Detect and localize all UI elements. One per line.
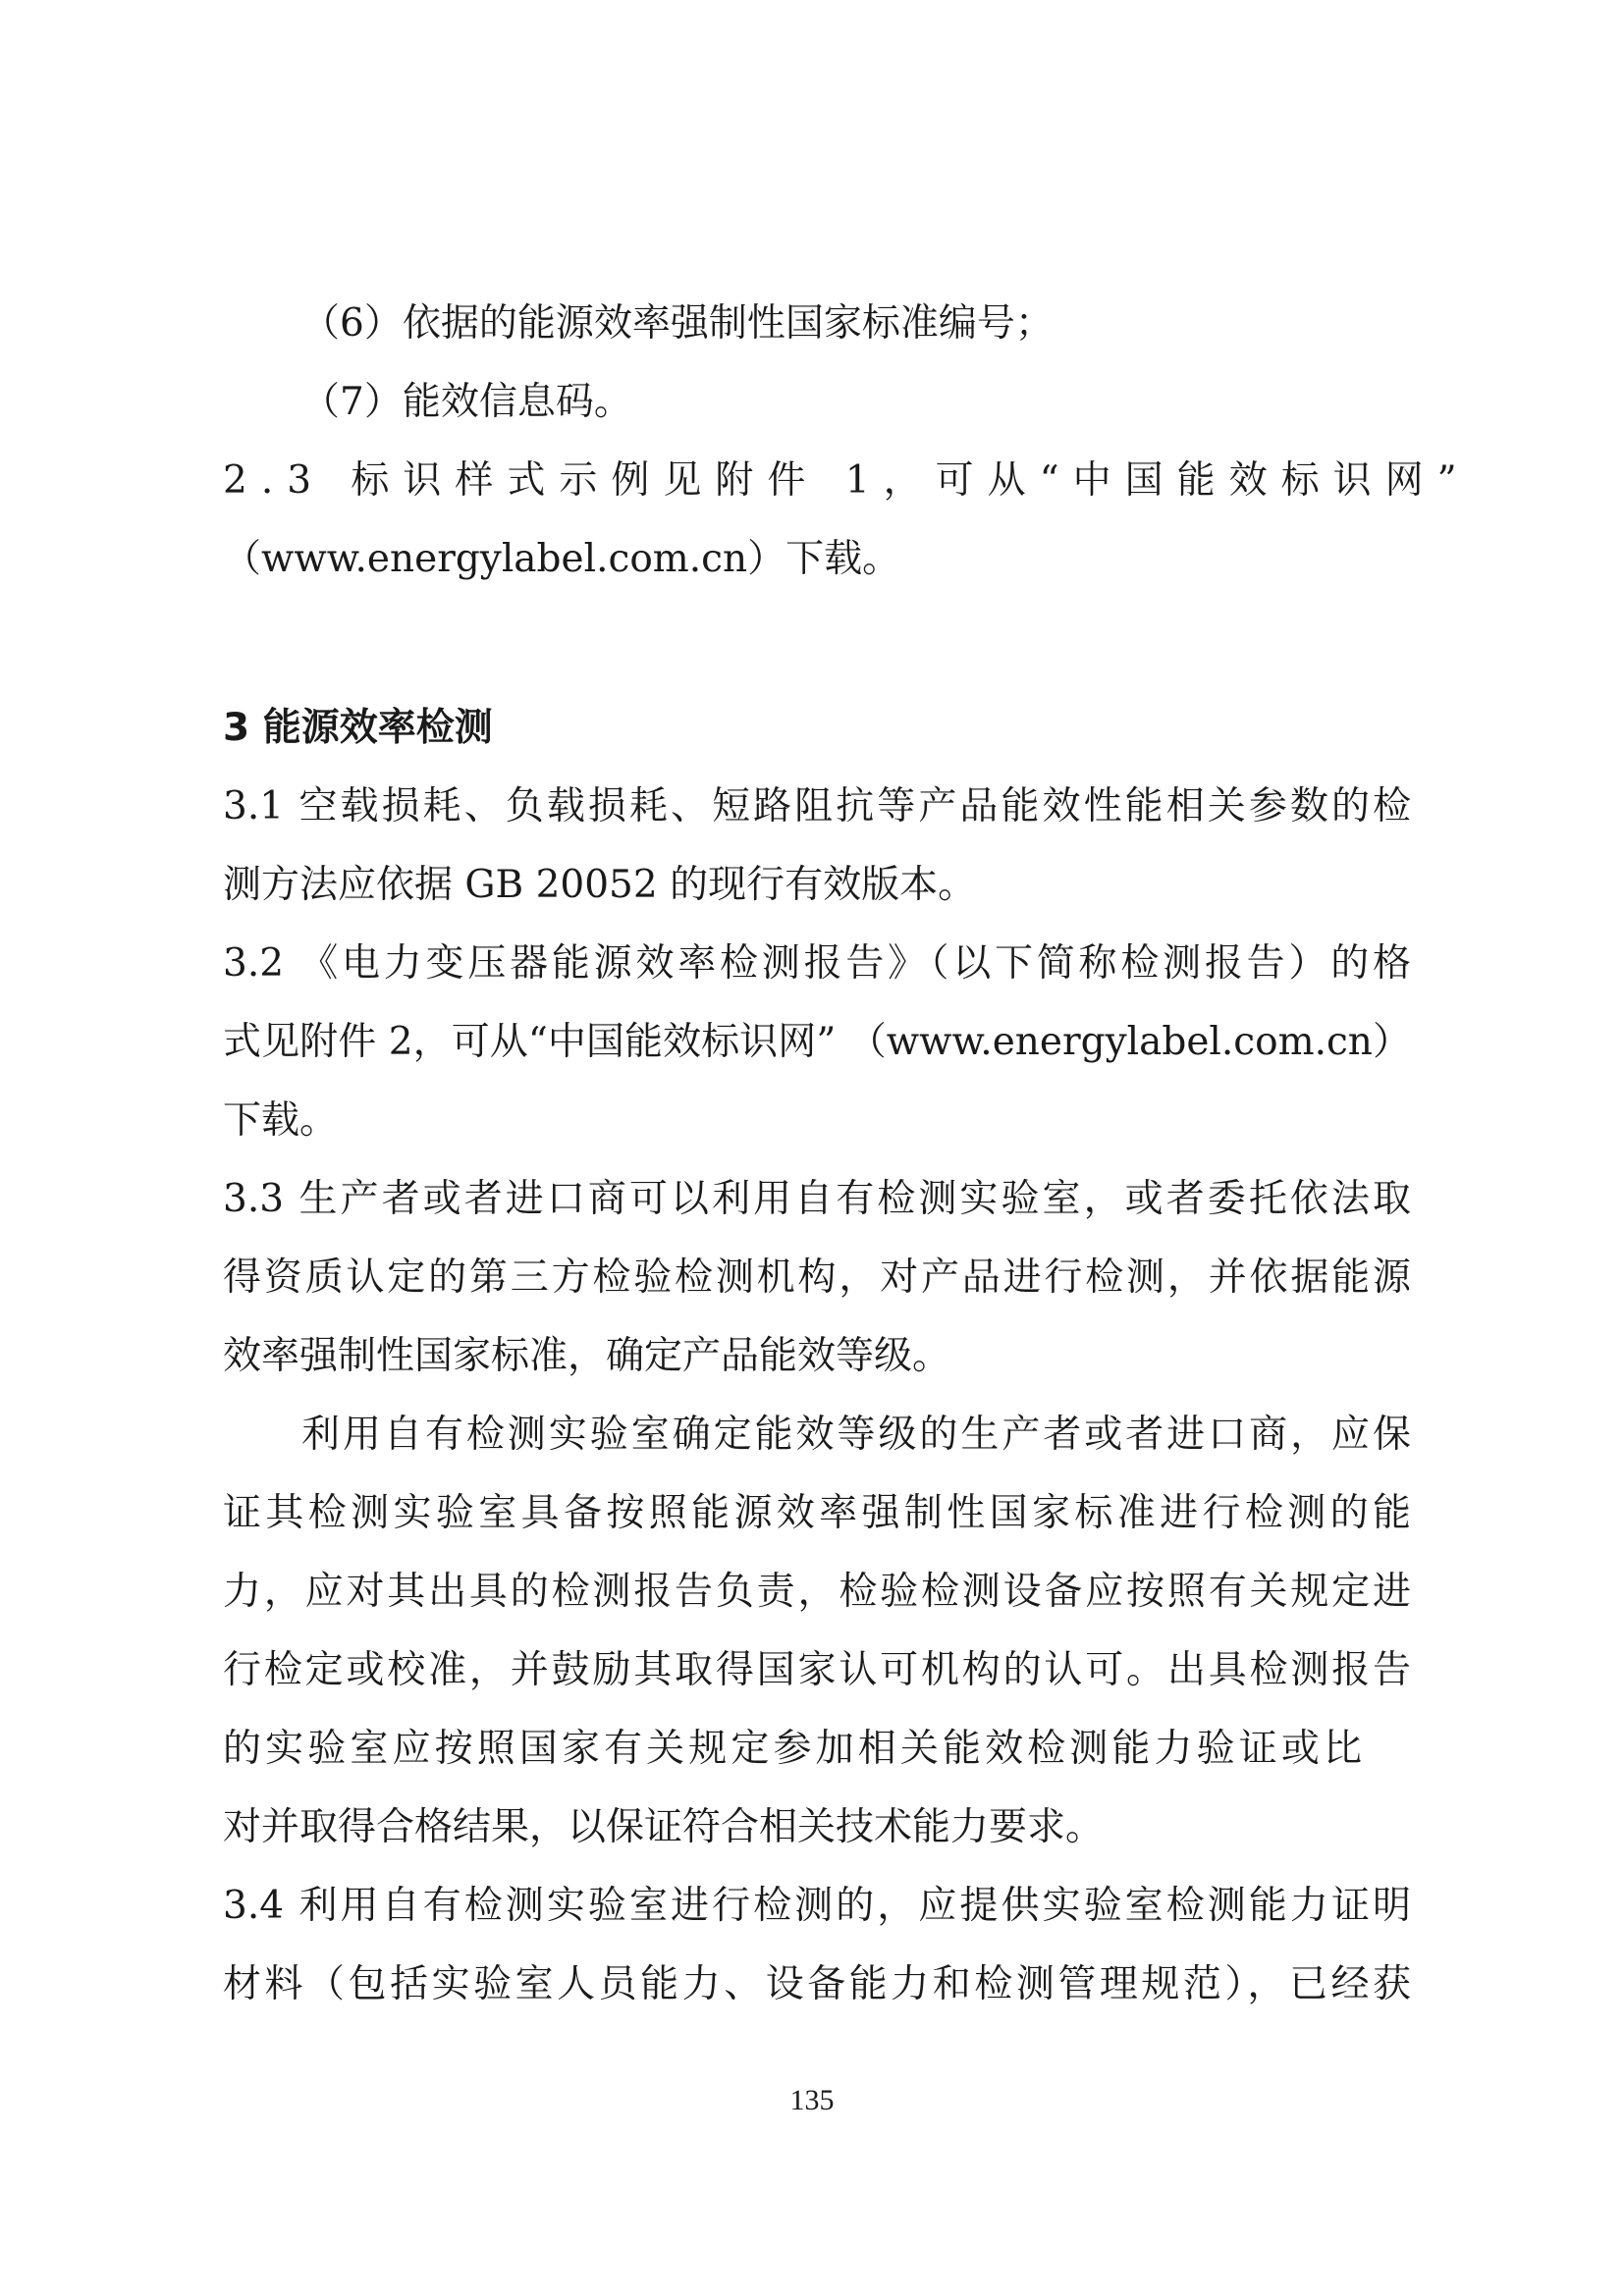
paragraph-line-2: 证其检测实验室具备按照能源效率强制性国家标准进行检测的能: [223, 1491, 1411, 1535]
clause-3-1-line-1: 3.1 空载损耗、负载损耗、短路阻抗等产品能效性能相关参数的检: [223, 784, 1411, 828]
page-number: 135: [789, 2084, 835, 2116]
clause-3-1-line-2: 测方法应依据 GB 20052 的现行有效版本。: [223, 863, 977, 907]
clause-3-3-line-3: 效率强制性国家标准，确定产品能效等级。: [223, 1334, 951, 1378]
paragraph-line-6: 对并取得合格结果，以保证符合相关技术能力要求。: [223, 1805, 1105, 1849]
clause-2-3-line-2: （www.energylabel.com.cn）下载。: [223, 537, 901, 581]
clause-3-3-line-2: 得资质认定的第三方检验检测机构，对产品进行检测，并依据能源: [223, 1255, 1411, 1300]
paragraph-line-5: 的实验室应按照国家有关规定参加相关能效检测能力验证或比: [223, 1727, 1362, 1771]
paragraph-line-3: 力，应对其出具的检测报告负责，检验检测设备应按照有关规定进: [223, 1570, 1411, 1614]
list-item-6: （6）依据的能源效率强制性国家标准编号；: [301, 301, 1054, 346]
clause-3-3-line-1: 3.3 生产者或者进口商可以利用自有检测实验室，或者委托依法取: [223, 1177, 1411, 1221]
clause-3-2-line-2: 式见附件 2，可从“中国能效标识网” （www.energylabel.com.cn）: [223, 1020, 1411, 1064]
paragraph-line-4: 行检定或校准，并鼓励其取得国家认可机构的认可。出具检测报告: [223, 1648, 1411, 1692]
section-heading: 3 能源效率检测: [223, 706, 493, 750]
clause-3-4-line-1: 3.4 利用自有检测实验室进行检测的，应提供实验室检测能力证明: [223, 1884, 1411, 1928]
clause-3-2-line-3: 下载。: [223, 1098, 339, 1143]
clause-3-4-line-2: 材料（包括实验室人员能力、设备能力和检测管理规范），已经获: [223, 1962, 1411, 2006]
paragraph-line-1: 利用自有检测实验室确定能效等级的生产者或者进口商，应保: [301, 1413, 1411, 1457]
clause-3-2-line-1: 3.2 《电力变压器能源效率检测报告》（以下简称检测报告）的格: [223, 941, 1411, 986]
clause-2-3-line-1: 2.3 标识样式示例见附件 1，可从“中国能效标识网”: [223, 458, 1471, 503]
list-item-7: （7）能效信息码。: [301, 380, 632, 424]
